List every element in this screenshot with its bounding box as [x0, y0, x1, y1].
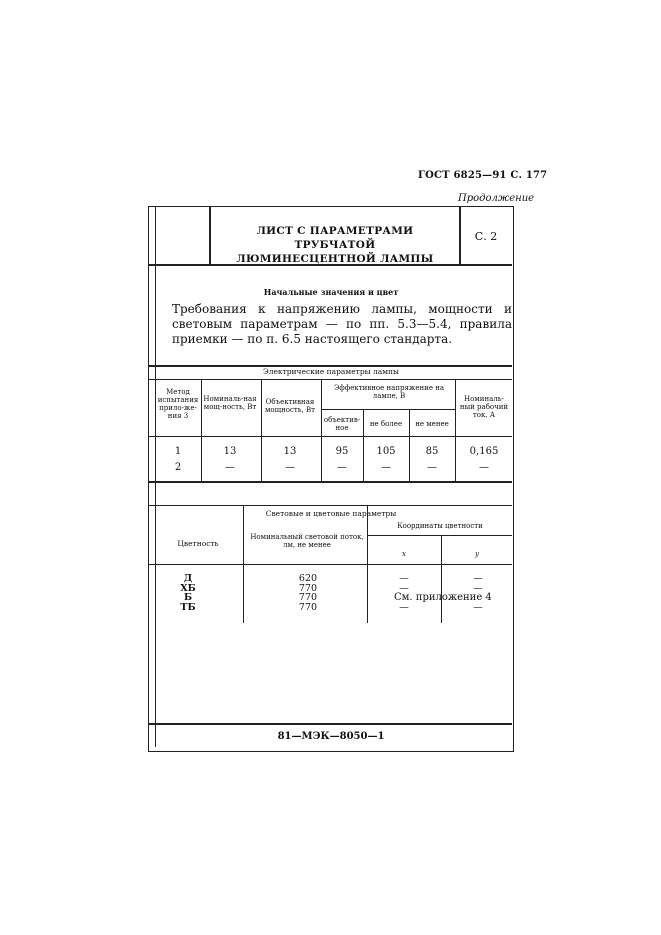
hdr-effective-voltage: Эффективное напряжение на лампе, В: [333, 384, 445, 400]
flux-item: 770: [298, 601, 318, 613]
hdr-y: y: [475, 550, 479, 558]
hdr-color: Цветность: [177, 539, 219, 548]
light-caption: Световые и цветовые параметры: [265, 509, 397, 518]
y-item: —: [473, 601, 483, 613]
row1-nominal-power: 13: [223, 446, 237, 457]
title-divider-left: [209, 207, 211, 265]
row2-objective: —: [337, 462, 347, 473]
row1-not-less: 85: [425, 446, 439, 457]
x-item: —: [399, 601, 409, 613]
hdr-nominal-power: Номиналь-ная мощ-ность, Вт: [203, 395, 257, 411]
light-coord-split: [367, 535, 512, 536]
hdr-coords: Координаты цветности: [397, 522, 483, 530]
row1-objective-power: 13: [283, 446, 297, 457]
sheet-title: [215, 224, 455, 266]
x-item: —: [399, 582, 409, 594]
y-item: —: [473, 573, 483, 584]
elec-bottom-line: [149, 481, 512, 483]
electrical-caption: Электрические параметры лампы: [262, 367, 400, 376]
continuation-label: Продолжение: [458, 193, 535, 204]
row1-current: 0,165: [469, 446, 499, 457]
color-item: ТБ: [180, 601, 196, 613]
row2-not-less: —: [427, 462, 437, 473]
row2-method: 2: [174, 462, 182, 473]
hdr-method: Метод испытания прило-же-ния 3: [157, 388, 199, 420]
title-divider-right: [459, 207, 461, 265]
hdr-objective: объектив-ное: [323, 416, 361, 432]
color-item: ХБ: [180, 582, 196, 594]
color-item: Б: [183, 592, 193, 603]
appendix-note: См. приложение 4: [394, 592, 492, 603]
elec-caption-line: [149, 379, 512, 380]
color-list: [168, 574, 208, 612]
row2-objective-power: —: [285, 462, 295, 473]
elec-header-line: [149, 436, 512, 437]
row2-current: —: [479, 462, 489, 473]
section-title: Начальные значения и цвет: [263, 287, 399, 297]
row1-objective: 95: [335, 446, 349, 457]
flux-item: 770: [298, 582, 318, 594]
row2-not-more: —: [381, 462, 391, 473]
page-header: ГОСТ 6825—91 С. 177: [418, 170, 548, 181]
footer-designation: 81—МЭК—8050—1: [277, 731, 385, 742]
elec-col1: [201, 379, 202, 481]
color-item: Д: [183, 573, 193, 584]
sheet-title-line1: ЛИСТ С ПАРАМЕТРАМИ ТРУБЧАТОЙ: [256, 225, 414, 251]
flux-item: 770: [298, 592, 318, 603]
row1-not-more: 105: [376, 446, 396, 457]
hdr-flux: Номинальный световой поток, лм, не менее: [250, 533, 364, 549]
y-item: —: [473, 582, 483, 594]
x-item: —: [399, 573, 409, 584]
hdr-x: x: [402, 550, 406, 558]
hdr-not-more: не более: [369, 420, 403, 428]
light-caption-line: [149, 505, 512, 506]
row1-method: 1: [174, 446, 182, 457]
requirements-paragraph: Требования к напряжению лампы, мощности и световым параметрам — по пп. 5.3—5.4, правила приемки — по п. 6.5 настоящего стандарта.: [172, 302, 512, 346]
flux-item: 620: [298, 573, 318, 584]
light-col3: [441, 535, 442, 623]
footer-line: [149, 723, 512, 725]
flux-list: [278, 574, 338, 612]
elec-col6: [455, 379, 456, 481]
hdr-not-less: не менее: [415, 420, 449, 428]
hdr-objective-power: Объективная мощность, Вт: [264, 398, 316, 414]
elec-voltage-split: [321, 409, 455, 410]
sheet-page-number: С. 2: [474, 230, 498, 243]
light-header-line: [149, 564, 512, 565]
row2-nominal-power: —: [225, 462, 235, 473]
hdr-nominal-current: Номиналь-ный рабочий ток, А: [459, 395, 509, 419]
sheet-title-line2: ЛЮМИНЕСЦЕНТНОЙ ЛАМПЫ: [236, 253, 434, 265]
